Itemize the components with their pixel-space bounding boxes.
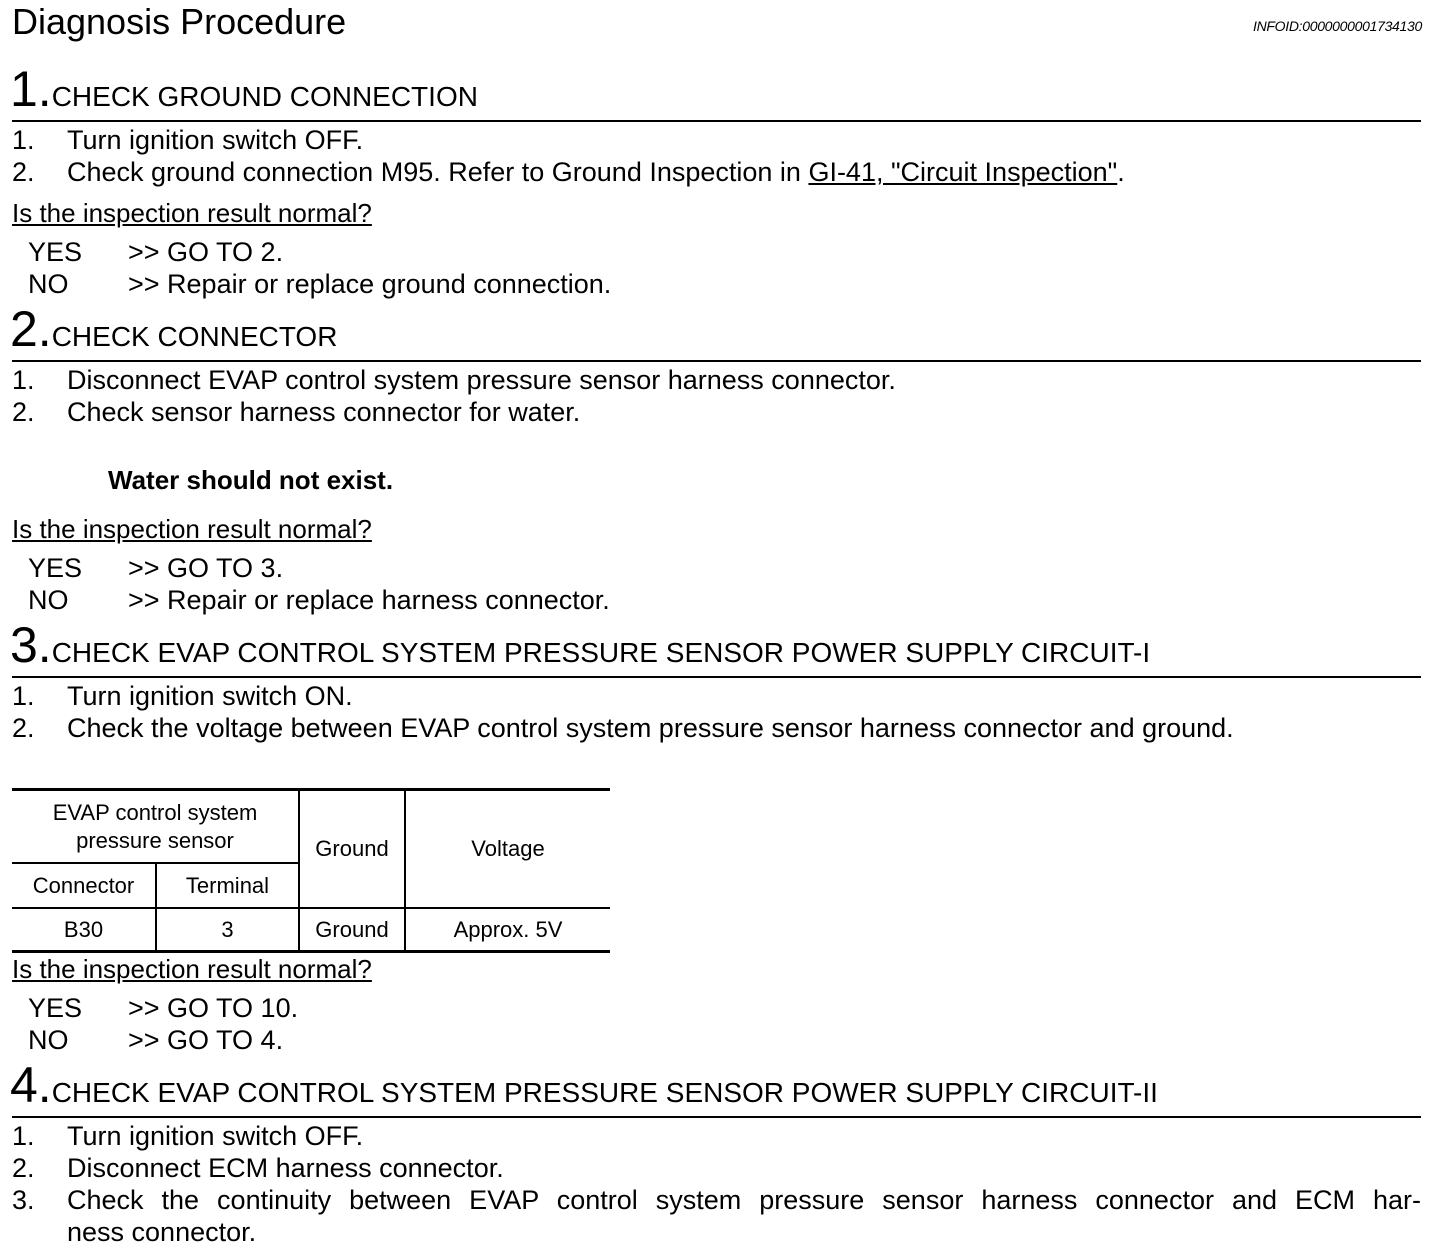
step-divider	[12, 120, 1421, 122]
step-divider	[12, 1116, 1421, 1118]
step-number: 3.	[10, 617, 52, 673]
step-divider	[12, 360, 1421, 362]
table-header-voltage: Voltage	[405, 790, 610, 909]
info-id: INFOID:0000000001734130	[1252, 18, 1422, 34]
page-title: Diagnosis Procedure	[12, 1, 347, 42]
list-item: 2. Check the voltage between EVAP control system pressure sensor harness connector and ground.	[12, 713, 1234, 743]
list-item: 2. Disconnect ECM harness connector.	[12, 1153, 504, 1183]
step-1-header	[10, 61, 1421, 117]
inspection-question: Is the inspection result normal?	[12, 198, 372, 228]
list-item: 1. Turn ignition switch ON.	[12, 681, 353, 711]
step-divider	[12, 676, 1421, 678]
list-item: 2. Check ground connection M95. Refer to Ground Inspection in GI-41, "Circuit Inspection".	[12, 157, 1125, 187]
inspection-question: Is the inspection result normal?	[12, 954, 372, 984]
answer-no: NO >> GO TO 4.	[28, 1025, 284, 1055]
table-header-terminal: Terminal	[156, 863, 299, 908]
step-number: 4.	[10, 1057, 52, 1113]
table-header-connector: Connector	[12, 863, 156, 908]
table-row	[12, 908, 610, 952]
list-item: 1. Turn ignition switch OFF.	[12, 125, 364, 155]
inspection-question: Is the inspection result normal?	[12, 514, 372, 544]
table-header-ground: Ground	[299, 790, 405, 909]
answer-no: NO >> Repair or replace harness connector.	[28, 585, 610, 615]
list-item: 1. Turn ignition switch OFF.	[12, 1121, 364, 1151]
table-cell: B30	[12, 908, 156, 952]
list-item: 1. Disconnect EVAP control system pressure sensor harness connector.	[12, 365, 896, 395]
step-title: CHECK GROUND CONNECTION	[51, 81, 478, 112]
step-4-header	[10, 1057, 1421, 1113]
step-3-header	[10, 617, 1421, 673]
list-item: 2. Check sensor harness connector for water.	[12, 397, 581, 427]
step-number: 2.	[10, 301, 52, 357]
answer-yes: YES >> GO TO 10.	[28, 993, 299, 1023]
step-2-header	[10, 301, 1421, 357]
answer-yes: YES >> GO TO 2.	[28, 237, 284, 267]
step-number: 1.	[10, 61, 52, 117]
list-item: 3. Check the continuity between EVAP control system pressure sensor harness connector and ECM har-	[12, 1185, 1421, 1215]
table-group-header: EVAP control system pressure sensor	[12, 790, 299, 864]
answer-no: NO >> Repair or replace ground connection.	[28, 269, 612, 299]
voltage-spec-table	[12, 788, 610, 953]
step-title: CHECK EVAP CONTROL SYSTEM PRESSURE SENSOR POWER SUPPLY CIRCUIT-I	[51, 637, 1151, 668]
table-cell: 3	[156, 908, 299, 952]
table-cell: Ground	[299, 908, 405, 952]
table-cell: Approx. 5V	[405, 908, 610, 952]
step-title: CHECK CONNECTOR	[51, 321, 338, 352]
answer-yes: YES >> GO TO 3.	[28, 553, 284, 583]
list-item-continuation: ness connector.	[67, 1217, 257, 1247]
requirement-note: Water should not exist.	[108, 465, 394, 495]
circuit-inspection-link[interactable]: GI-41, "Circuit Inspection"	[808, 157, 1118, 187]
step-title: CHECK EVAP CONTROL SYSTEM PRESSURE SENSOR POWER SUPPLY CIRCUIT-II	[51, 1077, 1158, 1108]
